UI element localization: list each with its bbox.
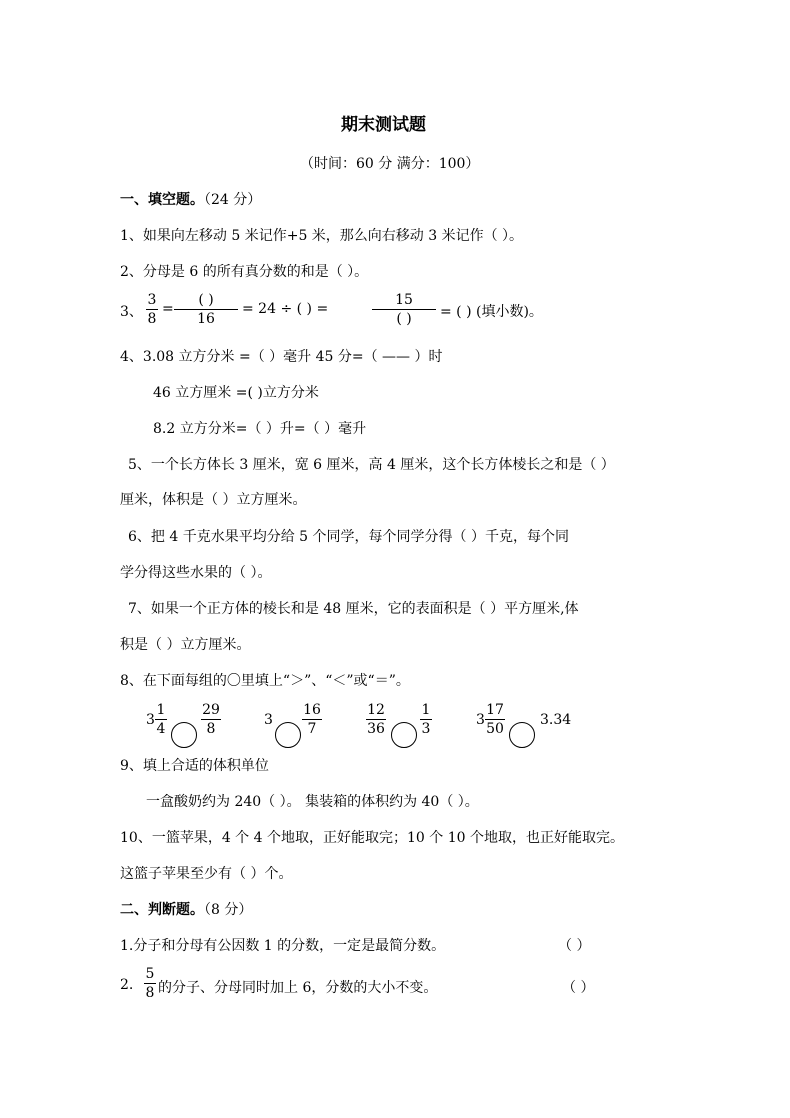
q3-fraction-2: [174, 292, 238, 327]
q8-g1-fraction: [155, 702, 167, 737]
fraction-den: 3: [421, 721, 431, 737]
fraction-bar: [420, 719, 432, 720]
fraction-bar: [146, 309, 158, 310]
judgement-2: 的分子、分母同时加上 6，分数的大小不变。: [158, 980, 438, 996]
judgement-2-fraction: [144, 966, 156, 1001]
question-9b: 一盒酸奶约为 240（ ）。 集装箱的体积约为 40（ ）。: [146, 794, 479, 810]
page-title: 期末测试题: [341, 115, 426, 135]
question-4a: 4、3.08 立方分米 =（ ）毫升 45 分=（ —— ）时: [120, 349, 443, 365]
q8-g4-fraction: [485, 702, 505, 737]
fraction-num: 1: [421, 702, 431, 718]
question-5a: 5、一个长方体长 3 厘米，宽 6 厘米，高 4 厘米，这个长方体棱长之和是（ ）: [128, 457, 615, 473]
fraction-num: 12: [367, 702, 385, 718]
compare-circle-4: [509, 722, 535, 748]
fraction-den: 4: [156, 721, 166, 737]
section-1-points: （24 分）: [204, 192, 262, 208]
fraction-num: 1: [156, 702, 166, 718]
q3-mid: = 24 ÷ ( ) =: [242, 301, 329, 317]
question-9: 9、填上合适的体积单位: [120, 758, 269, 774]
q8-g2-whole: 3: [264, 712, 273, 728]
q8-g3-right-fraction: [420, 702, 432, 737]
q8-g3-fraction: [366, 702, 386, 737]
compare-circle-1: [171, 722, 197, 748]
fraction-bar: [201, 719, 221, 720]
fraction-den: 7: [307, 721, 317, 737]
section-2-points: （8 分）: [204, 902, 253, 918]
fraction-den: 36: [367, 721, 385, 737]
section-heading-2: [120, 899, 252, 919]
question-4c: 8.2 立方分米=（ ）升=（ ）毫升: [153, 421, 367, 437]
question-4b: 46 立方厘米 =( )立方分米: [153, 385, 319, 401]
question-6a: 6、把 4 千克水果平均分给 5 个同学，每个同学分得（ ）千克，每个同: [128, 529, 569, 545]
section-1-title: 一、填空题。: [120, 192, 204, 208]
fraction-num: 29: [202, 702, 220, 718]
fraction-bar: [144, 983, 156, 984]
question-10b: 这篮子苹果至少有（ ）个。: [120, 866, 293, 882]
q3-f3-den: ( ): [396, 311, 412, 327]
q8-g1-right-fraction: [201, 702, 221, 737]
q3-f2-den: 16: [197, 311, 215, 327]
q3-fraction-1: [146, 292, 158, 327]
q3-f3-num: 15: [395, 292, 413, 308]
fraction-num: 5: [145, 966, 155, 982]
question-6b: 学分得这些水果的（ ）。: [120, 565, 272, 581]
q8-g1-whole: 3: [146, 712, 155, 728]
fraction-den: 8: [145, 985, 155, 1001]
question-10a: 10、一篮苹果，4 个 4 个地取，正好能取完；10 个 10 个地取，也正好能取完。: [120, 830, 624, 846]
section-heading-1: [120, 189, 261, 209]
question-1: 1、如果向左移动 5 米记作+5 米，那么向右移动 3 米记作（ ）。: [120, 228, 524, 244]
q3-eq1: =: [162, 301, 174, 317]
judgement-2-answer: （ ）: [562, 980, 595, 996]
fraction-bar: [302, 719, 322, 720]
judgement-2-prefix: 2.: [120, 977, 134, 993]
q8-g4-whole: 3: [476, 712, 485, 728]
q8-g4-right: 3.34: [540, 712, 572, 728]
q3-fraction-3: [372, 292, 436, 327]
q3-f1-den: 8: [147, 311, 157, 327]
q3-prefix: 3、: [120, 304, 143, 320]
question-2: 2、分母是 6 的所有真分数的和是（ ）。: [120, 264, 369, 280]
fraction-den: 8: [206, 721, 216, 737]
judgement-1-answer: （ ）: [558, 938, 591, 954]
question-8: 8、在下面每组的〇里填上“＞”、“＜”或“＝”。: [120, 673, 410, 689]
question-7a: 7、如果一个正方体的棱长和是 48 厘米，它的表面积是（ ）平方厘米,体: [128, 601, 579, 617]
exam-info: （时间：60 分 满分：100）: [300, 156, 480, 172]
section-2-title: 二、判断题。: [120, 902, 204, 918]
fraction-num: 17: [486, 702, 504, 718]
q3-f1-num: 3: [147, 292, 157, 308]
question-7b: 积是（ ）立方厘米。: [120, 637, 251, 653]
fraction-den: 50: [486, 721, 504, 737]
fraction-bar: [485, 719, 505, 720]
fraction-bar: [366, 719, 386, 720]
fraction-bar: [174, 309, 238, 310]
fraction-bar: [155, 719, 167, 720]
compare-circle-3: [391, 722, 417, 748]
q3-f2-num: ( ): [198, 292, 214, 308]
question-5b: 厘米，体积是（ ）立方厘米。: [120, 492, 307, 508]
compare-circle-2: [275, 722, 301, 748]
fraction-num: 16: [303, 702, 321, 718]
q8-g2-right-fraction: [302, 702, 322, 737]
judgement-1: 1.分子和分母有公因数 1 的分数，一定是最简分数。: [120, 938, 446, 954]
fraction-bar: [372, 309, 436, 310]
q3-tail: = ( ) (填小数)。: [440, 304, 543, 320]
